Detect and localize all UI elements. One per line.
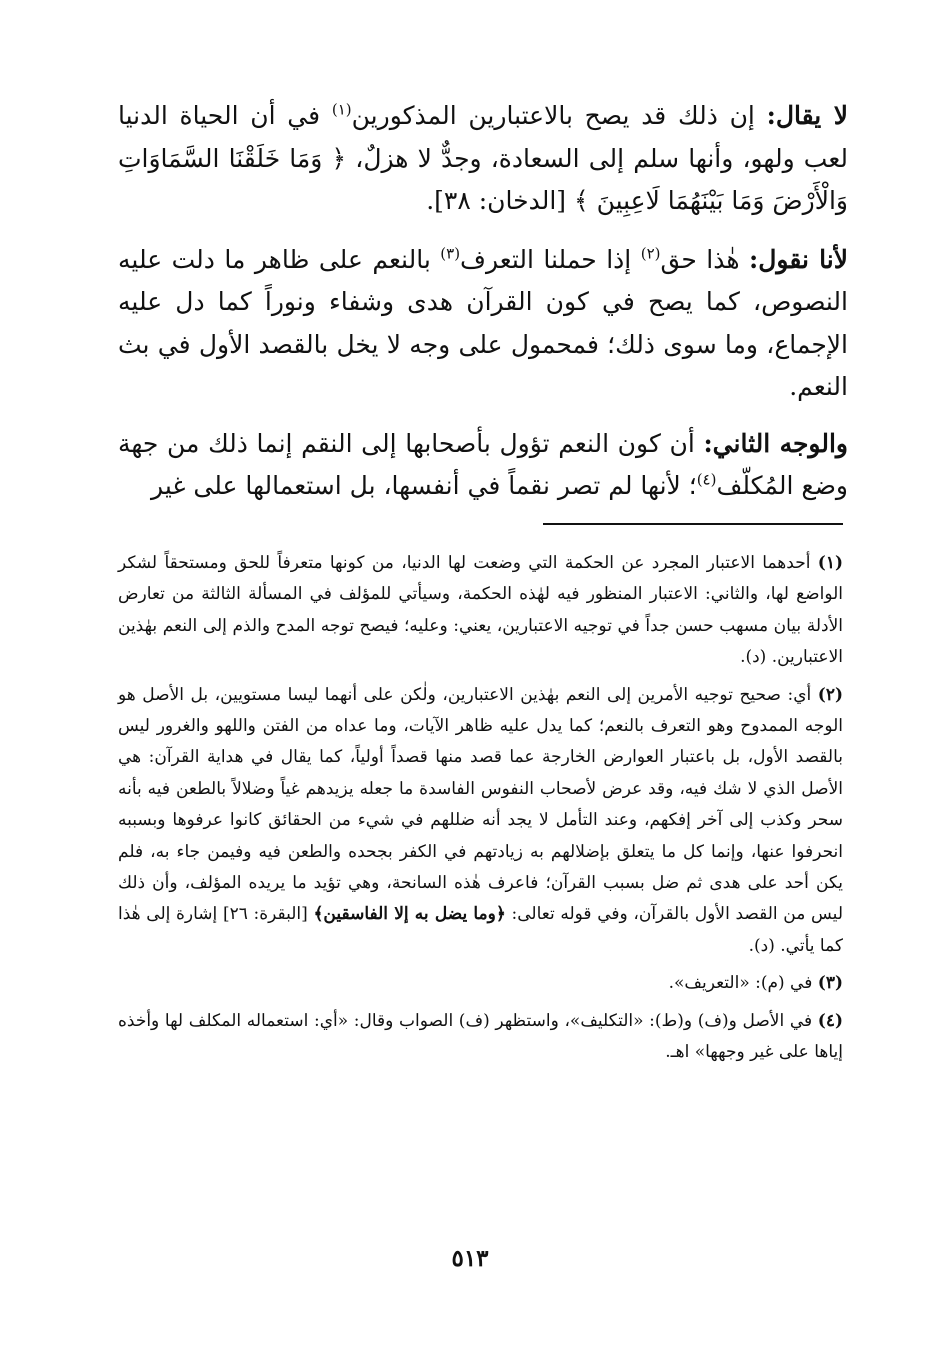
main-text — [118, 95, 848, 526]
footnote-text: أي: صحيح توجيه الأمرين إلى النعم بهٰذين الاعتبارين، ولٰكن على أنهما ليسا مستويين، بل الأصل هو الوجه الممدوح وهو التعرف بالنعم؛ كما يدل عليه ظاهر الآيات، وما عداه من الفتن واللهو والغرور ليس بالقصد الأول، بل باعتبار العوارض الخارجة عما قصد منها قصداً أولياً، كما يقال في هداية القرآن: هي الأصل الذي لا شك فيه، وقد عرض لأصحاب النفوس الفاسدة ما جعله يزيدهم غياً وضلالاً بالطعن فيه بأنه سحر وكذب إلى آخر إفكهم، وعند التأمل لا يجد أنه ضللهم في شيء من الحقائق كانوا عرفوها وبسببه انحرفوا عنها، وإنما كل ما يتعلق بإضلالهم به زيادتهم في الكفر بجحده والطعن فيه وفيمن جاء به، فلم يكن أحد على هدى ثم ضل بسبب القرآن؛ فاعرف هٰذه السانحة، وهي تؤيد ما يريده المؤلف، وأن ذلك ليس من القصد الأول بالقرآن، وفي قوله تعالى: — [118, 684, 843, 925]
quran-quote: ﴿وما يضل به إلا الفاسقين﴾ — [313, 904, 506, 925]
paragraph-lead: لا يقال: — [766, 101, 849, 130]
paragraph-lead: لأنا نقول: — [749, 244, 849, 274]
paragraph-3 — [118, 423, 848, 508]
footnotes — [118, 548, 843, 1075]
paragraph-text: ؛ لأنها لم تصر نقماً في أنفسها، بل استعمالها على غير — [151, 471, 697, 500]
footnote-ref[interactable]: (٣) — [440, 244, 461, 263]
paragraph-text: بالنعم على ظاهر ما دلت عليه النصوص، كما يصح في كون القرآن هدى وشفاء ونوراً كما دل عليه الإجماع، وما سوى ذلك؛ فمحمول على وجه لا يخل بالقصد الأول في بث النعم. — [118, 244, 848, 401]
footnote-2 — [118, 680, 843, 963]
paragraph-lead: والوجه الثاني: — [703, 428, 848, 458]
footnote-text: [البقرة: ٢٦] إشارة إلى هٰذا كما يأتي. (د). — [118, 904, 843, 956]
footnote-divider — [543, 523, 843, 525]
footnote-1 — [118, 548, 843, 674]
footnote-number: (٤) — [817, 1010, 843, 1031]
footnote-text: في (م): «التعريف». — [668, 973, 818, 994]
page-number: ٥١٣ — [451, 1245, 489, 1272]
footnote-4 — [118, 1006, 843, 1069]
footnote-3 — [118, 968, 843, 999]
paragraph-2 — [118, 239, 848, 409]
footnote-text: أحدهما الاعتبار المجرد عن الحكمة التي وضعت لها الدنيا، من كونها متعرفاً للحق ومستحقاً لشكر الواضع لها، والثاني: الاعتبار المنظور فيه لهٰذه الحكمة، وسيأتي للمؤلف في المسألة الثالثة من تعارض الأدلة بيان مسهب حسن جداً في توجيه الاعتبارين، يعني: وعليه؛ فيصح توجه المدح والذم إلى النعم بهٰذين الاعتبارين. (د). — [118, 553, 843, 668]
paragraph-1 — [118, 95, 848, 223]
paragraph-text: في أن الحياة الدنيا لعب ولهو، وأنها سلم إلى السعادة، وجدٌّ لا هزلٌ، ﴿ وَمَا خَلَقْنَا السَّمَاوَاتِ وَالْأَرْضَ وَمَا بَيْنَهُمَا لَاعِبِينَ ﴾ [الدخان: ٣٨]. — [118, 101, 848, 215]
footnote-ref[interactable]: (٤) — [696, 470, 717, 489]
paragraph-text: هٰذا حق — [660, 244, 750, 274]
paragraph-text: أن كون النعم تؤول بأصحابها إلى النقم إنما ذلك من جهة وضع المُكلّف — [118, 428, 848, 500]
footnote-ref[interactable]: (١) — [331, 100, 352, 119]
footnote-number: (٢) — [817, 684, 843, 705]
footnote-ref[interactable]: (٢) — [640, 244, 661, 263]
footnote-text: في الأصل و(ف) و(ط): «التكليف»، واستظهر (ف) الصواب وقال: «أي: استعماله المكلف لها وأخذه إياها على غير وجهها» اهـ. — [118, 1010, 843, 1063]
footnote-number: (١) — [817, 553, 843, 573]
footnote-number: (٣) — [817, 973, 843, 994]
paragraph-text: إن ذلك قد يصح بالاعتبارين المذكورين — [351, 101, 767, 130]
paragraph-text: إذا حملنا التعرف — [460, 244, 641, 274]
